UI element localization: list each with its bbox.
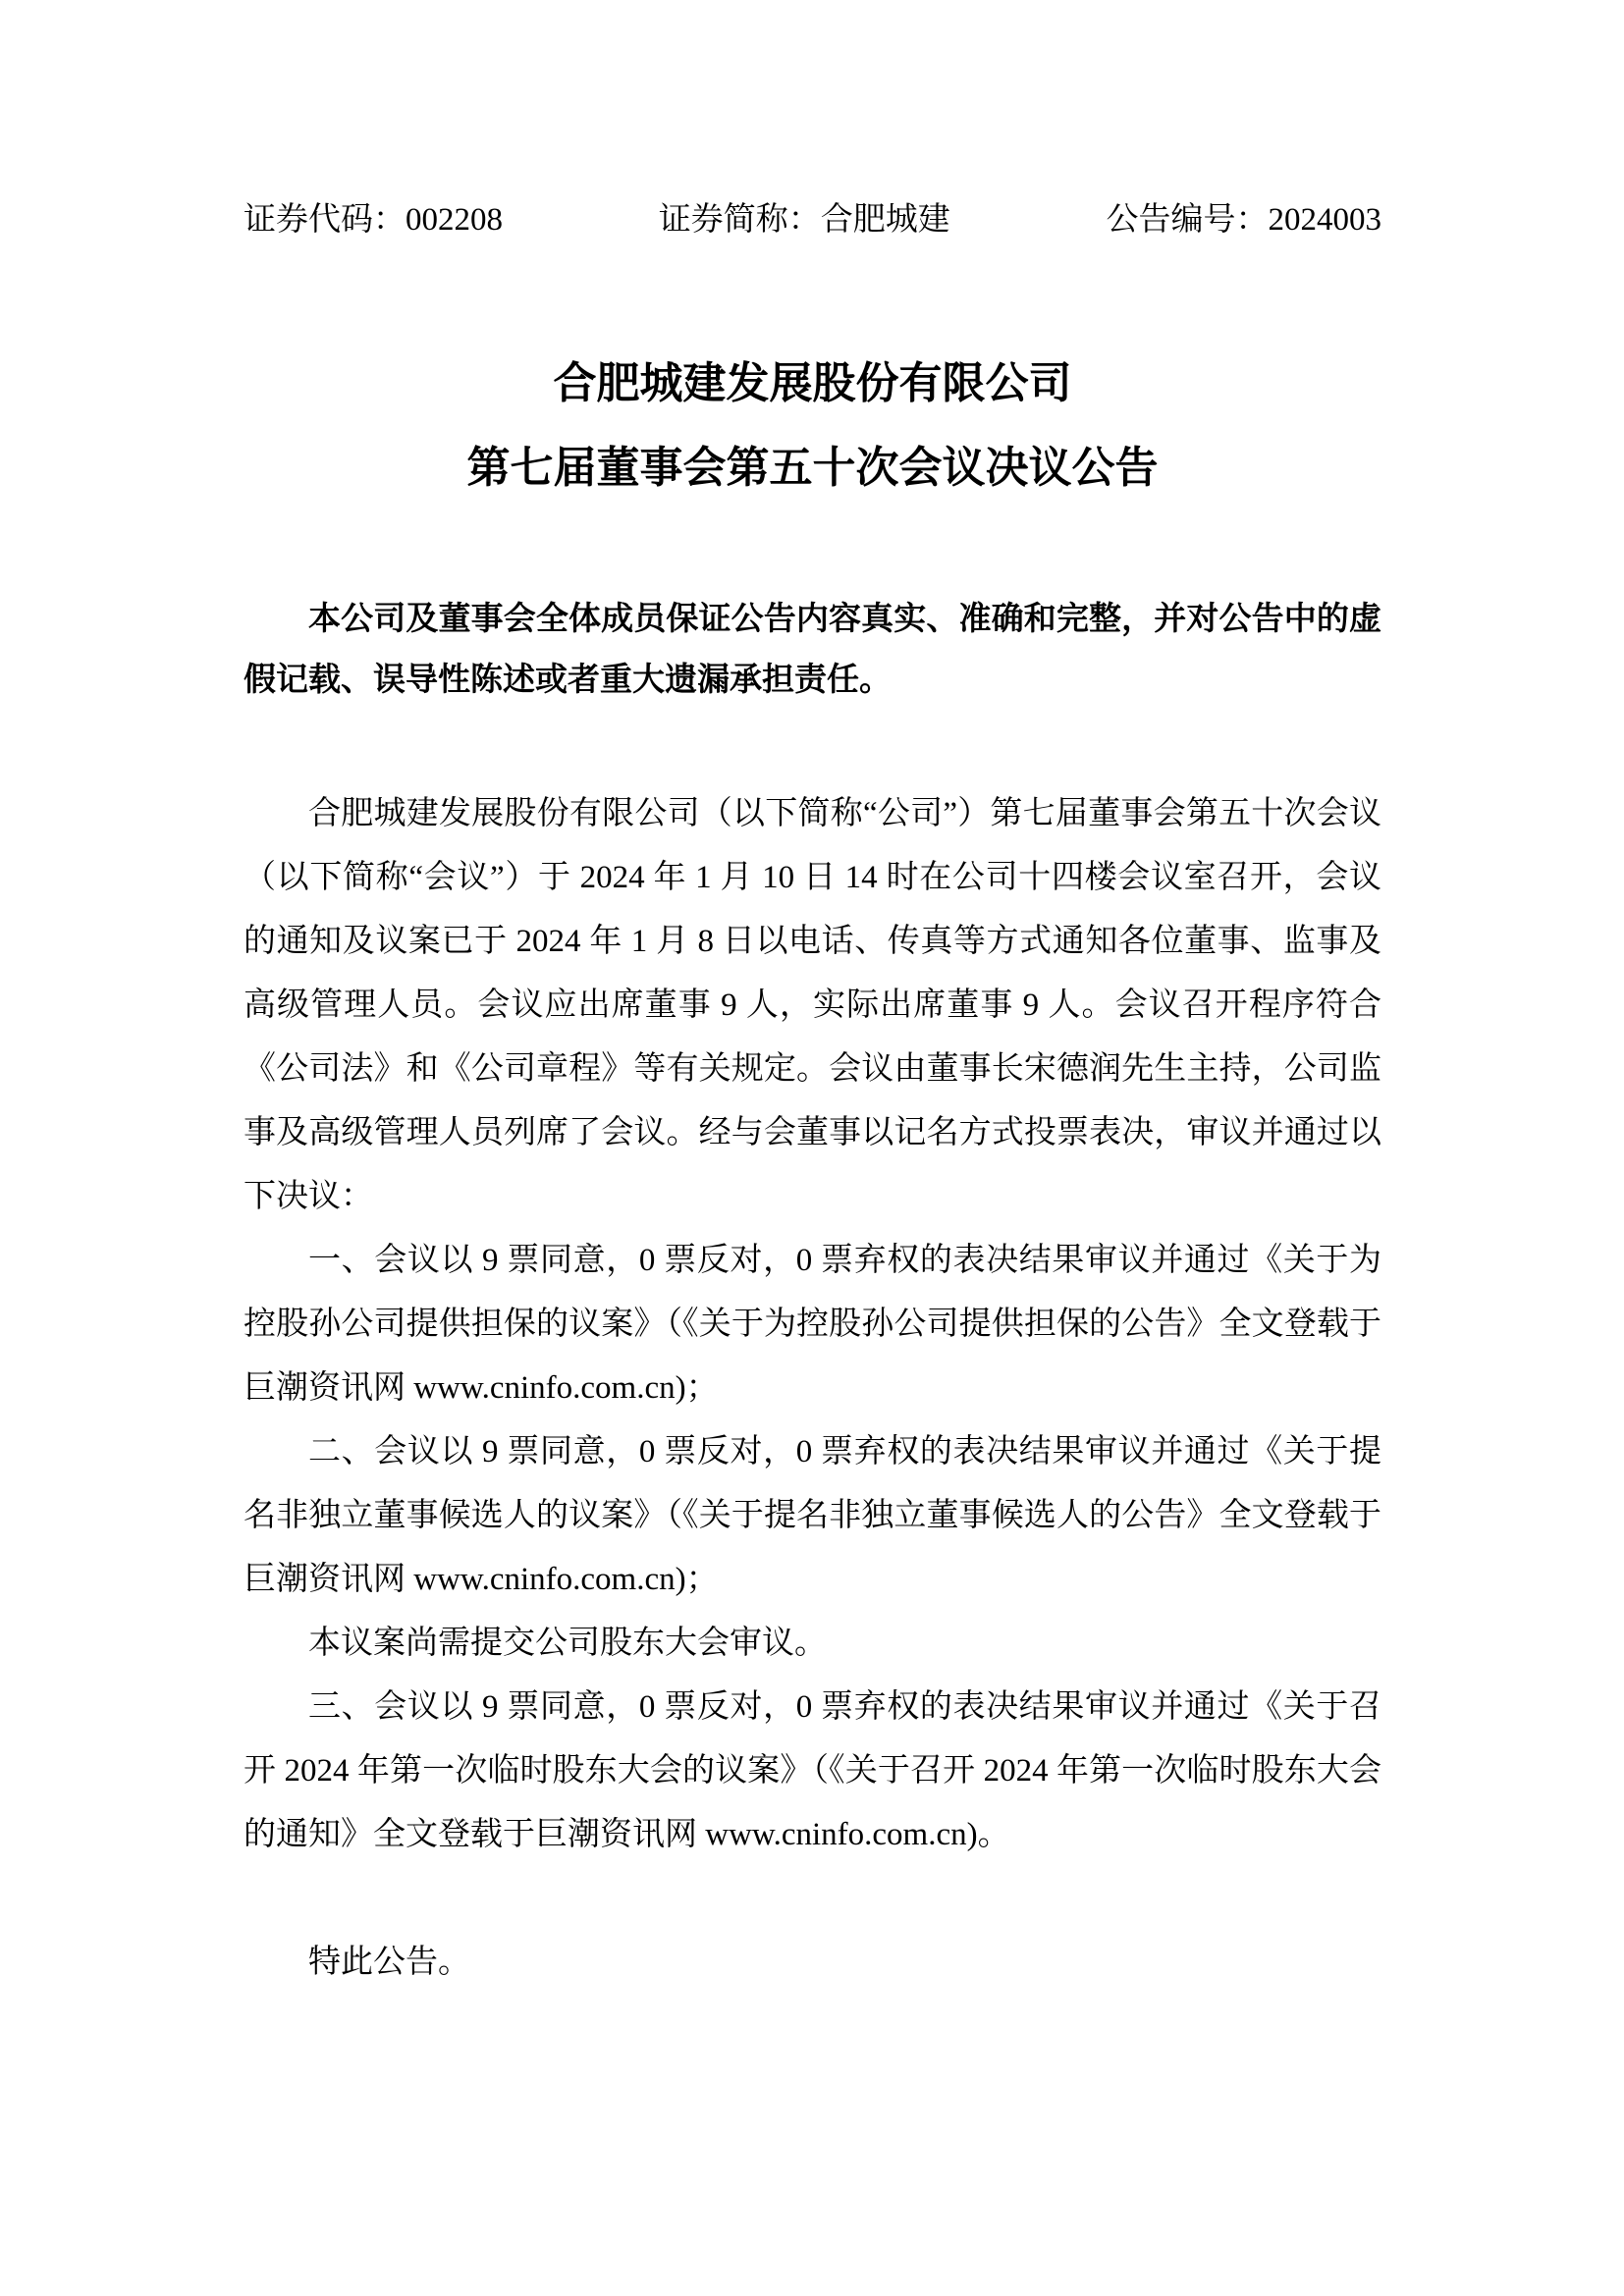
company-name: 合肥城建发展股份有限公司 — [553, 359, 1072, 407]
meeting-resolution-title: 第七届董事会第五十次会议决议公告 — [466, 444, 1159, 492]
document-header — [244, 201, 1381, 239]
resolution-2-paragraph: 二、会议以 9 票同意，0 票反对，0 票弃权的表决结果审议并通过《关于提名非独立董事候选人的议案》（《关于提名非独立董事候选人的公告》全文登载于巨潮资讯网 www.cninfo.com.cn)； — [244, 1434, 1381, 1597]
resolution-3-paragraph: 三、会议以 9 票同意，0 票反对，0 票弃权的表决结果审议并通过《关于召开 2024 年第一次临时股东大会的议案》（《关于召开 2024 年第一次临时股东大会的通知》全文登载于巨潮资讯网 www.cninfo.com.cn)。 — [244, 1689, 1381, 1852]
stock-code: 证券代码：002208 — [244, 202, 503, 238]
stock-abbr: 证券简称：合肥城建 — [658, 202, 950, 238]
announcement-number: 公告编号：2024003 — [1106, 202, 1381, 238]
disclaimer-paragraph: 本公司及董事会全体成员保证公告内容真实、准确和完整，并对公告中的虚假记载、误导性陈述或者重大遗漏承担责任。 — [244, 602, 1381, 698]
shareholder-meeting-note: 本议案尚需提交公司股东大会审议。 — [308, 1626, 827, 1661]
meeting-intro-paragraph: 合肥城建发展股份有限公司（以下简称“公司”）第七届董事会第五十次会议（以下简称“会议”）于 2024 年 1 月 10 日 14 时在公司十四楼会议室召开，会议的通知及议案已于 2024 年 1 月 8 日以电话、传真等方式通知各位董事、监事及高级管理人员。会议应出席董事 9 人，实际出席董事 9 人。会议召开程序符合《公司法》和《公司章程》等有关规定。会议由董事长宋德润先生主持，公司监事及高级管理人员列席了会议。经与会董事以记名方式投票表决，审议并通过以下决议： — [244, 796, 1381, 1214]
closing-statement: 特此公告。 — [308, 1945, 470, 1980]
resolution-1-paragraph: 一、会议以 9 票同意，0 票反对，0 票弃权的表决结果审议并通过《关于为控股孙公司提供担保的议案》（《关于为控股孙公司提供担保的公告》全文登载于巨潮资讯网 www.cninfo.com.cn)； — [244, 1243, 1381, 1406]
document-title — [244, 342, 1381, 510]
announcement-body — [244, 782, 1381, 1995]
